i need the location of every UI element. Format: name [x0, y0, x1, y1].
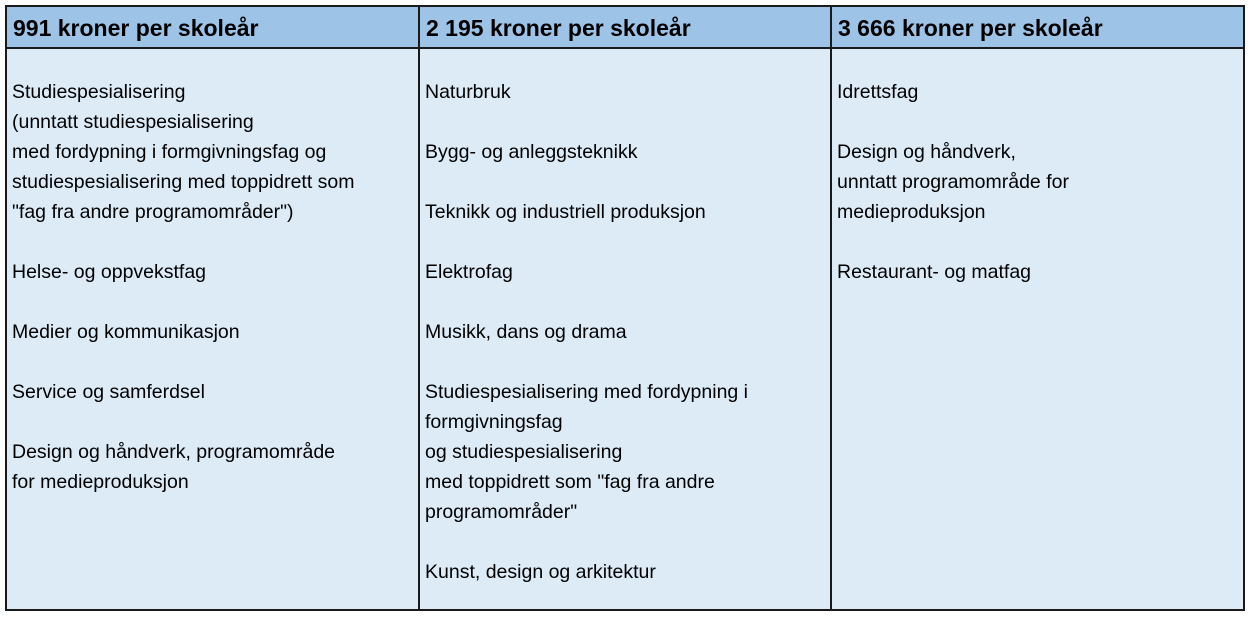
list-item — [837, 137, 1237, 227]
text-line: med fordypning i formgivningsfag og — [12, 141, 327, 163]
text-line: Bygg- og anleggsteknikk — [425, 141, 638, 163]
text-line: Restaurant- og matfag — [837, 261, 1032, 283]
text-line: unntatt programområde for — [837, 171, 1069, 193]
column-header-991: 991 kroner per skoleår — [6, 6, 419, 48]
text-line: studiespesialisering med toppidrett som — [12, 171, 355, 193]
list-item — [425, 257, 824, 287]
body-row — [6, 48, 1244, 610]
list-item — [12, 257, 412, 287]
list-item — [12, 377, 412, 407]
list-item — [12, 317, 412, 347]
list-item — [425, 77, 824, 107]
text-line: Studiespesialisering med fordypning i — [425, 381, 749, 403]
list-item — [837, 257, 1237, 287]
text-line: "fag fra andre programområder") — [12, 201, 294, 223]
list-item — [425, 197, 824, 227]
text-line: Design og håndverk, programområde — [12, 441, 336, 463]
text-line: programområder" — [425, 501, 578, 523]
text-line: Naturbruk — [425, 81, 511, 103]
text-line: (unntatt studiespesialisering — [12, 111, 254, 133]
list-item — [12, 77, 412, 227]
fee-table — [5, 5, 1245, 611]
text-line: Studiespesialisering — [12, 81, 186, 103]
list-item — [425, 137, 824, 167]
text-line: for medieproduksjon — [12, 471, 189, 493]
list-item — [837, 77, 1237, 107]
text-line: Helse- og oppvekstfag — [12, 261, 207, 283]
text-line: Service og samferdsel — [12, 381, 205, 403]
text-line: Idrettsfag — [837, 81, 919, 103]
column-header-3666: 3 666 kroner per skoleår — [831, 6, 1244, 48]
column-cell-2195 — [419, 48, 831, 610]
text-line: Elektrofag — [425, 261, 513, 283]
text-line: formgivningsfag — [425, 411, 563, 433]
text-line: Kunst, design og arkitektur — [425, 561, 656, 583]
column-cell-991 — [6, 48, 419, 610]
text-line: med toppidrett som "fag fra andre — [425, 471, 715, 493]
text-line: Medier og kommunikasjon — [12, 321, 240, 343]
text-line: medieproduksjon — [837, 201, 986, 223]
text-line: Design og håndverk, — [837, 141, 1016, 163]
list-item — [425, 557, 824, 587]
list-item — [12, 437, 412, 497]
text-line: Teknikk og industriell produksjon — [425, 201, 706, 223]
text-line: og studiespesialisering — [425, 441, 623, 463]
column-header-2195: 2 195 kroner per skoleår — [419, 6, 831, 48]
header-row — [6, 6, 1244, 48]
text-line: Musikk, dans og drama — [425, 321, 627, 343]
column-cell-3666 — [831, 48, 1244, 610]
list-item — [425, 317, 824, 347]
list-item — [425, 377, 824, 527]
